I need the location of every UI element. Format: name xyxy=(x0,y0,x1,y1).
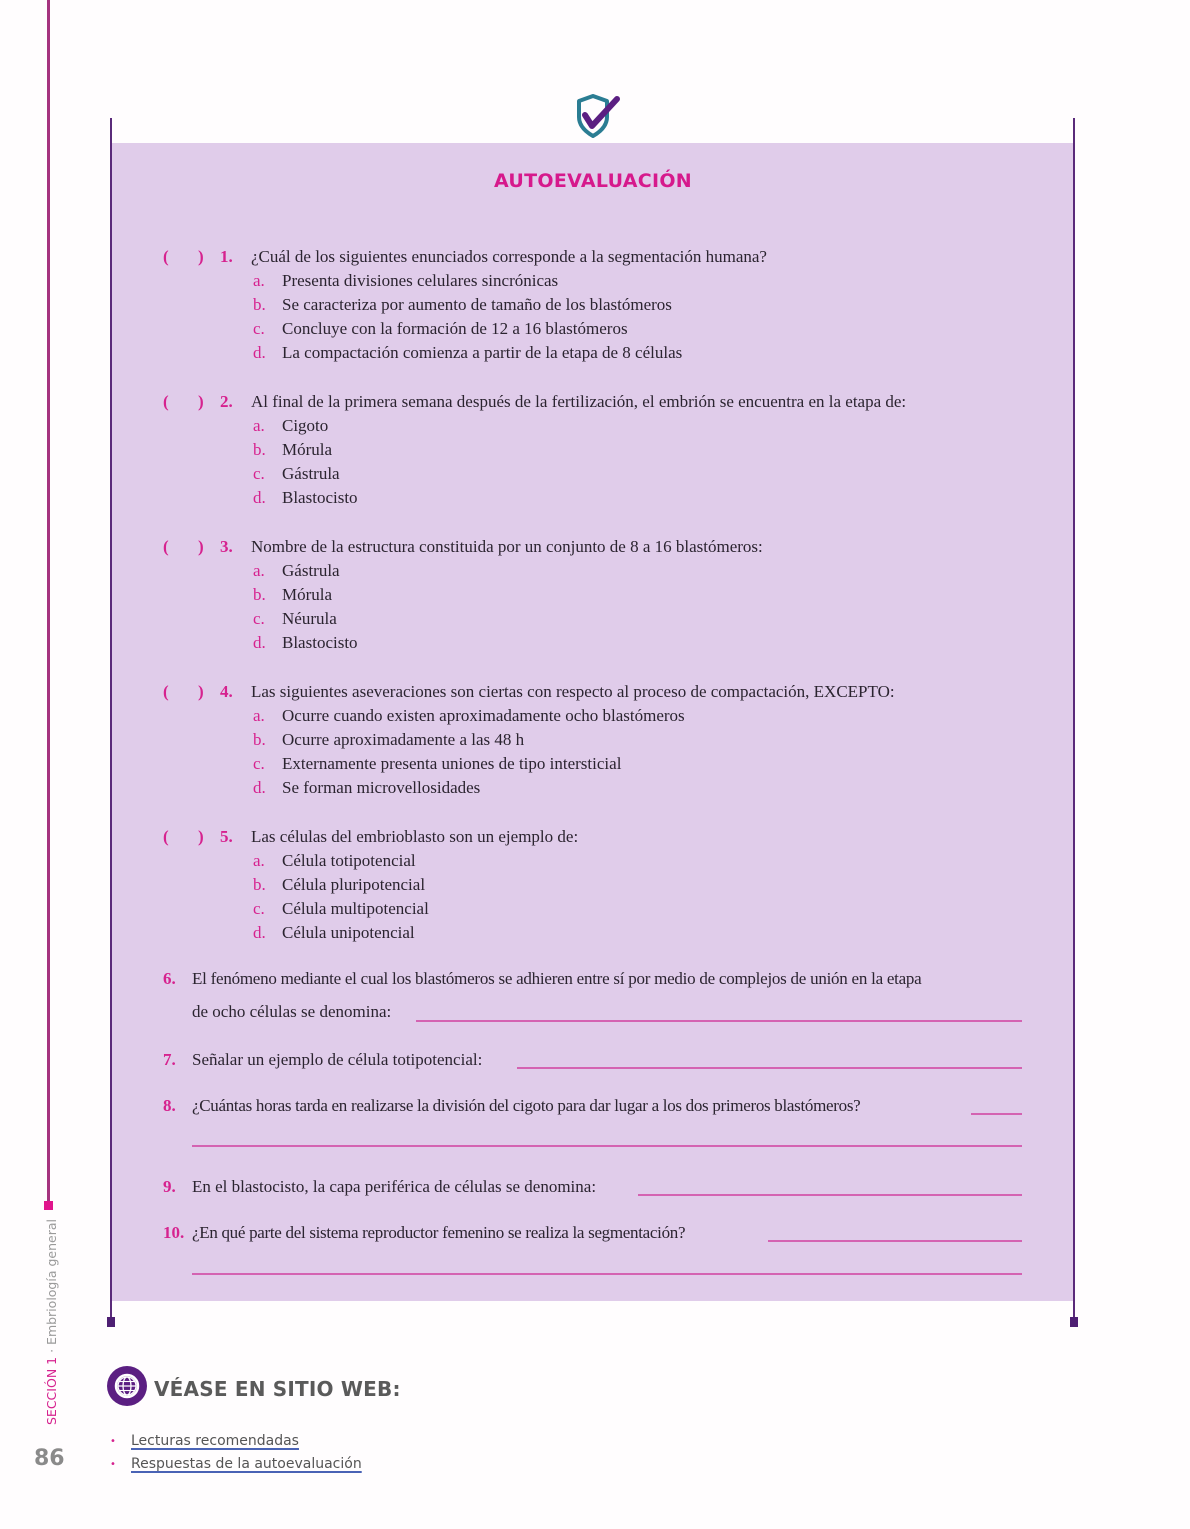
frame-left-cap xyxy=(107,1317,115,1327)
paren-close: ) xyxy=(198,392,204,411)
option-letter: d. xyxy=(253,343,266,362)
option-letter: d. xyxy=(253,923,266,942)
question-text: Las células del embrioblasto son un ejemplo de: xyxy=(251,827,579,846)
option-b[interactable] xyxy=(253,583,332,607)
option-a[interactable] xyxy=(253,849,416,873)
option-text: Se caracteriza por aumento de tamaño de los blastómeros xyxy=(282,295,672,314)
answer-line-7[interactable] xyxy=(517,1067,1022,1069)
page-title: AUTOEVALUACIÓN xyxy=(493,170,692,192)
option-letter: d. xyxy=(253,778,266,797)
option-letter: b. xyxy=(253,295,266,314)
option-letter: b. xyxy=(253,440,266,459)
frame-right-line xyxy=(1073,118,1075,1320)
question-number: 7. xyxy=(163,1050,176,1069)
question-text: ¿Cuántas horas tarda en realizarse la división del cigoto para dar lugar a los dos primeros blastómeros? xyxy=(192,1096,861,1115)
option-letter: d. xyxy=(253,633,266,652)
option-d[interactable] xyxy=(253,486,358,510)
paren-close: ) xyxy=(198,247,204,266)
option-text: Ocurre cuando existen aproximadamente ocho blastómeros xyxy=(282,706,685,725)
question-8 xyxy=(163,1094,860,1118)
option-text: Se forman microvellosidades xyxy=(282,778,481,797)
question-number: 5. xyxy=(220,827,233,846)
option-letter: a. xyxy=(253,271,265,290)
option-letter: c. xyxy=(253,899,265,918)
option-a[interactable] xyxy=(253,704,685,728)
option-letter: c. xyxy=(253,319,265,338)
option-text: Célula totipotencial xyxy=(282,851,416,870)
option-d[interactable] xyxy=(253,631,358,655)
question-text: ¿En qué parte del sistema reproductor femenino se realiza la segmentación? xyxy=(192,1223,686,1242)
answer-line-9[interactable] xyxy=(638,1194,1022,1196)
answer-line-6[interactable] xyxy=(416,1020,1022,1022)
option-letter: a. xyxy=(253,851,265,870)
option-letter: a. xyxy=(253,706,265,725)
section-name: SECCIÓN 1 xyxy=(44,1356,59,1425)
option-letter: c. xyxy=(253,464,265,483)
frame-left-line xyxy=(110,118,112,1320)
margin-line-cap xyxy=(44,1201,53,1210)
paren-close: ) xyxy=(198,537,204,556)
question-number: 2. xyxy=(220,392,233,411)
section-separator: · xyxy=(44,1348,59,1353)
paren-open: ( xyxy=(163,247,169,266)
link-self-evaluation-answers[interactable]: Respuestas de la autoevaluación xyxy=(131,1456,362,1472)
option-text: Célula unipotencial xyxy=(282,923,415,942)
option-letter: c. xyxy=(253,754,265,773)
option-c[interactable] xyxy=(253,752,621,776)
link-item xyxy=(110,1456,362,1472)
option-text: Mórula xyxy=(282,585,333,604)
option-text: Externamente presenta uniones de tipo intersticial xyxy=(282,754,622,773)
question-10 xyxy=(163,1221,685,1245)
option-letter: d. xyxy=(253,488,266,507)
link-item xyxy=(110,1433,299,1449)
option-text: Célula multipotencial xyxy=(282,899,429,918)
question-number: 1. xyxy=(220,247,233,266)
question-text: En el blastocisto, la capa periférica de células se denomina: xyxy=(192,1177,597,1196)
question-number: 4. xyxy=(220,682,233,701)
option-b[interactable] xyxy=(253,438,332,462)
paren-open: ( xyxy=(163,392,169,411)
paren-open: ( xyxy=(163,682,169,701)
option-d[interactable] xyxy=(253,776,480,800)
option-letter: b. xyxy=(253,875,266,894)
question-text: Señalar un ejemplo de célula totipotencial: xyxy=(192,1050,483,1069)
paren-open: ( xyxy=(163,537,169,556)
question-number: 8. xyxy=(163,1096,176,1115)
option-d[interactable] xyxy=(253,341,682,365)
question-text: ¿Cuál de los siguientes enunciados corresponde a la segmentación humana? xyxy=(251,247,767,266)
answer-line-10b[interactable] xyxy=(192,1273,1022,1275)
option-a[interactable] xyxy=(253,559,340,583)
question-text: de ocho células se denomina: xyxy=(192,1002,392,1021)
question-number: 3. xyxy=(220,537,233,556)
option-text: Néurula xyxy=(282,609,337,628)
option-text: Cigoto xyxy=(282,416,329,435)
option-letter: b. xyxy=(253,585,266,604)
bullet: • xyxy=(110,1435,116,1447)
option-text: Gástrula xyxy=(282,561,340,580)
option-text: Gástrula xyxy=(282,464,340,483)
option-text: La compactación comienza a partir de la etapa de 8 células xyxy=(282,343,683,362)
answer-line-10a[interactable] xyxy=(768,1240,1022,1242)
option-text: Ocurre aproximadamente a las 48 h xyxy=(282,730,525,749)
option-c[interactable] xyxy=(253,607,337,631)
option-d[interactable] xyxy=(253,921,415,945)
frame-right-cap xyxy=(1070,1317,1078,1327)
question-text: El fenómeno mediante el cual los blastómeros se adhieren entre sí por medio de complejos de unión en la etapa xyxy=(192,969,922,988)
question-number: 9. xyxy=(163,1177,176,1196)
option-c[interactable] xyxy=(253,317,628,341)
option-b[interactable] xyxy=(253,873,425,897)
option-c[interactable] xyxy=(253,897,429,921)
option-a[interactable] xyxy=(253,414,328,438)
website-heading: VÉASE EN SITIO WEB: xyxy=(154,1377,401,1401)
option-a[interactable] xyxy=(253,269,558,293)
question-6 xyxy=(163,967,921,991)
margin-line xyxy=(47,0,50,1205)
option-text: Blastocisto xyxy=(282,633,358,652)
option-letter: c. xyxy=(253,609,265,628)
option-text: Presenta divisiones celulares sincrónicas xyxy=(282,271,559,290)
paren-close: ) xyxy=(198,827,204,846)
option-letter: a. xyxy=(253,561,265,580)
option-b[interactable] xyxy=(253,728,524,752)
option-b[interactable] xyxy=(253,293,672,317)
question-9 xyxy=(163,1175,596,1199)
shield-check-icon xyxy=(573,93,621,139)
question-number: 6. xyxy=(163,969,176,988)
question-number: 10. xyxy=(163,1223,185,1242)
question-text: Al final de la primera semana después de la fertilización, el embrión se encuentra en la etapa de: xyxy=(251,392,907,411)
chapter-name: Embriología general xyxy=(44,1219,59,1345)
option-text: Concluye con la formación de 12 a 16 blastómeros xyxy=(282,319,628,338)
page-number: 86 xyxy=(34,1446,65,1471)
globe-icon xyxy=(107,1366,147,1406)
section-label xyxy=(44,1219,59,1425)
option-letter: b. xyxy=(253,730,266,749)
bullet: • xyxy=(110,1458,116,1470)
option-c[interactable] xyxy=(253,462,340,486)
option-text: Célula pluripotencial xyxy=(282,875,426,894)
option-text: Mórula xyxy=(282,440,333,459)
question-text: Las siguientes aseveraciones son ciertas con respecto al proceso de compactación, EXCEPTO: xyxy=(251,682,895,701)
answer-line-8a[interactable] xyxy=(971,1113,1022,1115)
link-recommended-readings[interactable]: Lecturas recomendadas xyxy=(131,1433,299,1449)
paren-open: ( xyxy=(163,827,169,846)
option-letter: a. xyxy=(253,416,265,435)
answer-line-8b[interactable] xyxy=(192,1145,1022,1147)
question-6-continued xyxy=(192,1000,391,1024)
question-text: Nombre de la estructura constituida por un conjunto de 8 a 16 blastómeros: xyxy=(251,537,763,556)
option-text: Blastocisto xyxy=(282,488,358,507)
paren-close: ) xyxy=(198,682,204,701)
question-7 xyxy=(163,1048,482,1072)
